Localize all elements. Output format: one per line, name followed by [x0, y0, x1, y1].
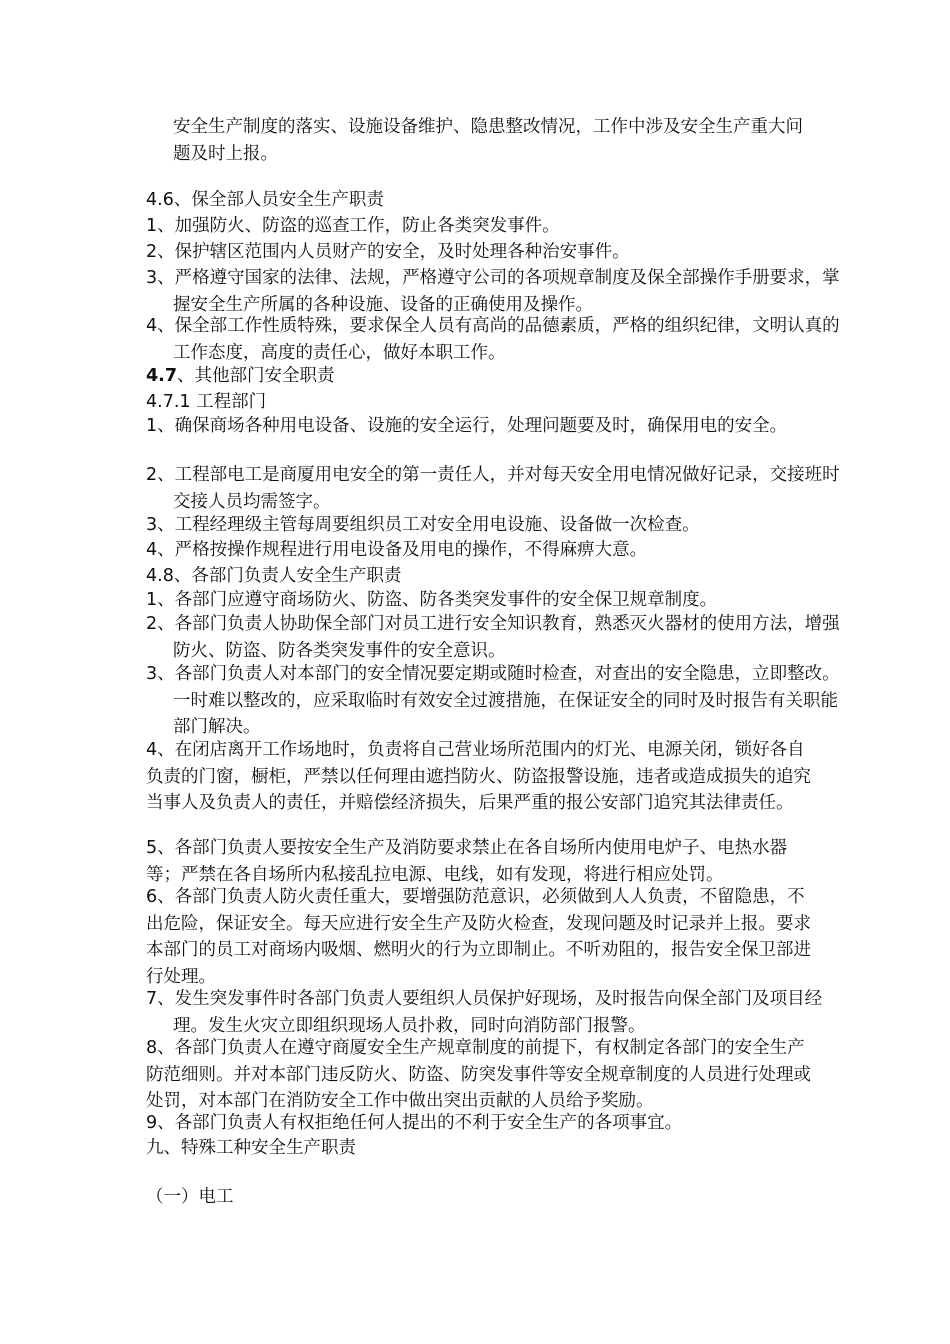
- section-heading-4-6: 4.6、保全部人员安全生产职责: [146, 190, 384, 210]
- list-item: 5、各部门负责人要按安全生产及消防要求禁止在各自场所内使用电炉子、电热水器等；严禁在各自场所内私接乱拉电源、电线，如有发现，将进行相应处罚。: [146, 838, 788, 885]
- list-item: 3、各部门负责人对本部门的安全情况要定期或随时检查，对查出的安全隐患，立即整改。一时难以整改的，应采取临时有效安全过渡措施，在保证安全的同时及时报告有关职能部门解决。: [146, 664, 840, 737]
- list-item: 6、各部门负责人防火责任重大，要增强防范意识，必须做到人人负责，不留隐患，不出危险，保证安全。每天应进行安全生产及防火检查，发现问题及时记录并上报。要求本部门的员工对商场内吸烟、燃明火的行为立即制止。不听劝阻的，报告安全保卫部进行处理。: [146, 887, 811, 987]
- section-heading-4-7: [146, 363, 814, 390]
- list-item: 1、确保商场各种用电设备、设施的安全运行，处理问题要及时，确保用电的安全。: [146, 416, 788, 436]
- list-item: 3、严格遵守国家的法律、法规，严格遵守公司的各项规章制度及保全部操作手册要求，掌握安全生产所属的各种设施、设备的正确使用及操作。: [146, 268, 840, 315]
- list-item: 1、加强防火、防盗的巡查工作，防止各类突发事件。: [146, 216, 560, 236]
- section-number: 4.7: [146, 366, 178, 386]
- subsection-heading-4-7-1: 4.7.1 工程部门: [146, 392, 267, 412]
- list-item: 2、各部门负责人协助保全部门对员工进行安全知识教育，熟悉灭火器材的使用方法，增强防火、防盗、防各类突发事件的安全意识。: [146, 614, 840, 661]
- list-item: 1、各部门应遵守商场防火、防盗、防各类突发事件的安全保卫规章制度。: [146, 590, 718, 610]
- subheading-electrician: （一）电工: [146, 1187, 234, 1207]
- list-item: 7、发生突发事件时各部门负责人要组织人员保护好现场，及时报告向保全部门及项目经理。发生火灾立即组织现场人员扑救，同时向消防部门报警。: [146, 989, 823, 1036]
- section-title: 、其他部门安全职责: [177, 366, 335, 386]
- chapter-heading-9: 九、特殊工种安全生产职责: [146, 1138, 356, 1158]
- list-item: 2、工程部电工是商厦用电安全的第一责任人，并对每天安全用电情况做好记录，交接班时交接人员均需签字。: [146, 465, 840, 512]
- list-item: 4、保全部工作性质特殊，要求保全人员有高尚的品德素质，严格的组织纪律，文明认真的工作态度，高度的责任心，做好本职工作。: [146, 316, 840, 363]
- section-heading-4-8: 4.8、各部门负责人安全生产职责: [146, 566, 402, 586]
- list-item: 9、各部门负责人有权拒绝任何人提出的不利于安全生产的各项事宜。: [146, 1113, 683, 1133]
- list-item: 8、各部门负责人在遵守商厦安全生产规章制度的前提下，有权制定各部门的安全生产防范细则。并对本部门违反防火、防盗、防突发事件等安全规章制度的人员进行处理或处罚，对本部门在消防安全工作中做出突出贡献的人员给予奖励。: [146, 1038, 811, 1111]
- list-item: 2、保护辖区范围内人员财产的安全，及时处理各种治安事件。: [146, 242, 630, 262]
- list-item: 4、严格按操作规程进行用电设备及用电的操作，不得麻痹大意。: [146, 540, 648, 560]
- list-item: 4、在闭店离开工作场地时，负责将自己营业场所范围内的灯光、电源关闭，锁好各自负责的门窗，橱柜，严禁以任何理由遮挡防火、防盗报警设施，违者或造成损失的追究当事人及负责人的责任，并赔偿经济损失，后果严重的报公安部门追究其法律责任。: [146, 740, 811, 813]
- paragraph-continuation: 安全生产制度的落实、设施设备维护、隐患整改情况，工作中涉及安全生产重大问题及时上报。: [173, 117, 803, 164]
- list-item: 3、工程经理级主管每周要组织员工对安全用电设施、设备做一次检查。: [146, 515, 700, 535]
